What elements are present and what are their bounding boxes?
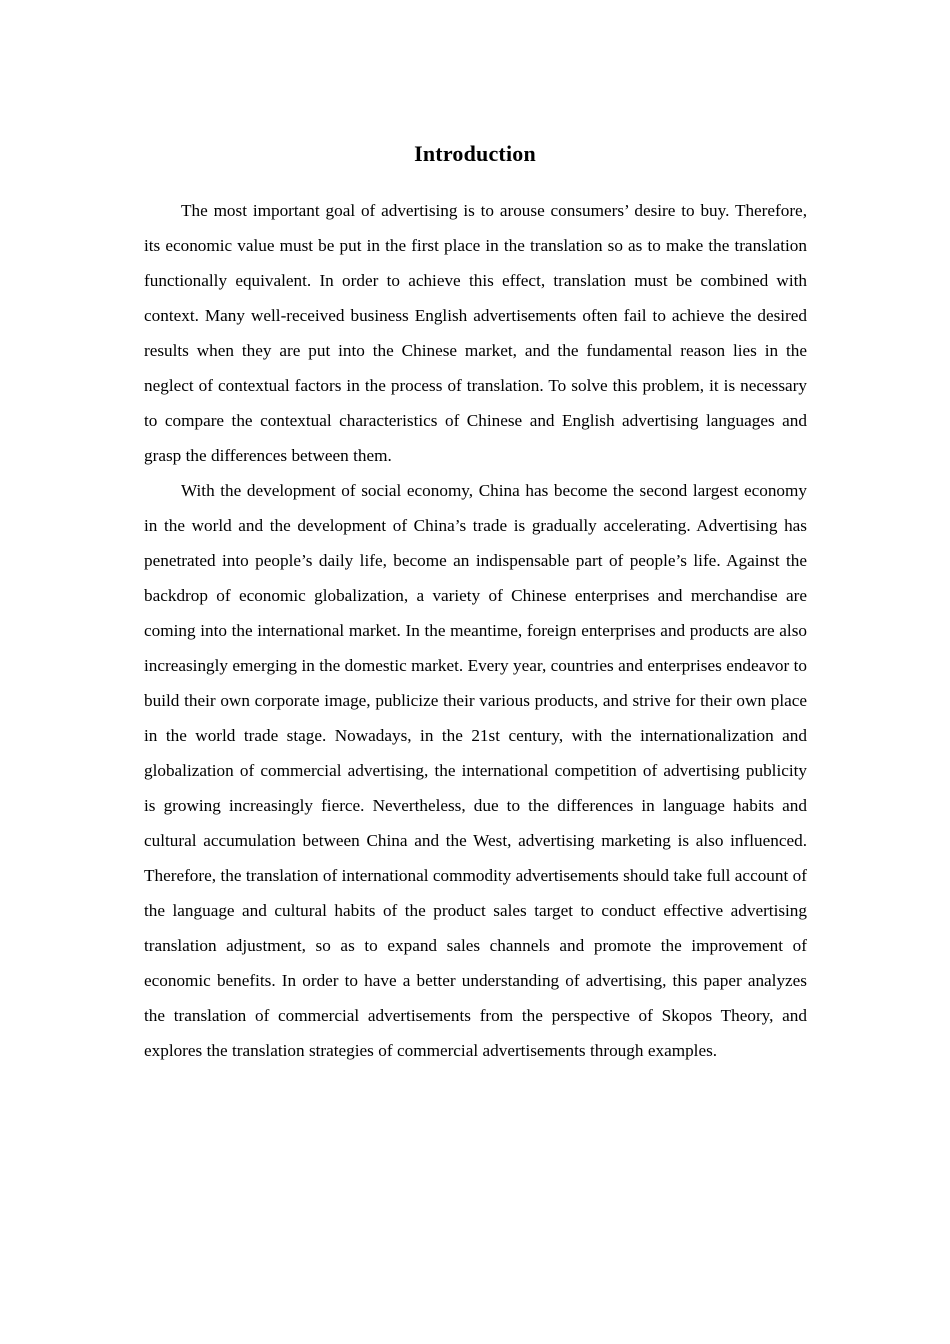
page-title: Introduction — [414, 140, 536, 166]
document-body — [144, 193, 807, 1068]
paragraph-1: The most important goal of advertising is to arouse consumers’ desire to buy. Therefore, its economic value must be put in the first place in the translation so as to make the translation functionally equivalent. In order to achieve this effect, translation must be combined with context. Many well-received business English advertisements often fail to achieve the desired results when they are put into the Chinese market, and the fundamental reason lies in the neglect of contextual factors in the process of translation. To solve this problem, it is necessary to compare the contextual characteristics of Chinese and English advertising languages and grasp the differences between them. — [144, 201, 807, 465]
paragraph-2: With the development of social economy, China has become the second largest economy in the world and the development of China’s trade is gradually accelerating. Advertising has penetrated into people’s daily life, become an indispensable part of people’s life. Against the backdrop of economic globalization, a variety of Chinese enterprises and merchandise are coming into the international market. In the meantime, foreign enterprises and products are also increasingly emerging in the domestic market. Every year, countries and enterprises endeavor to build their own corporate image, publicize their various products, and strive for their own place in the world trade stage. Nowadays, in the 21st century, with the internationalization and globalization of commercial advertising, the international competition of advertising publicity is growing increasingly fierce. Nevertheless, due to the differences in language habits and cultural accumulation between China and the West, advertising marketing is also influenced. Therefore, the translation of international commodity advertisements should take full account of the language and cultural habits of the product sales target to conduct effective advertising translation adjustment, so as to expand sales channels and promote the improvement of economic benefits. In order to have a better understanding of advertising, this paper analyzes the translation of commercial advertisements from the perspective of Skopos Theory, and explores the translation strategies of commercial advertisements through examples. — [144, 481, 807, 1060]
